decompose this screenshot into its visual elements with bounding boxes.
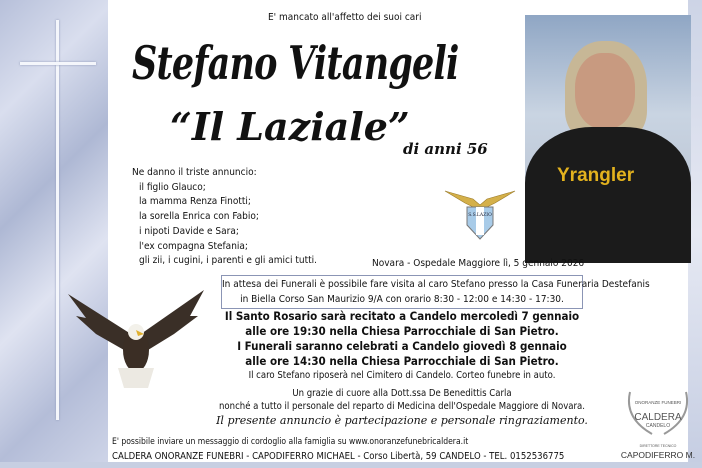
- visit-info-box: [221, 275, 650, 309]
- intro-text: E' mancato all'affetto dei suoi cari: [268, 12, 422, 23]
- announcer-line: la mamma Renza Finotti;: [139, 196, 251, 208]
- thanks-line: Un grazie di cuore alla Dott.ssa De Benedittis Carla: [292, 388, 512, 399]
- ceremony-line: Il Santo Rosario sarà recitato a Candelo mercoledì 7 gennaio: [224, 309, 580, 323]
- thanks-line: nonché a tutto il personale del reparto di Medicina dell'Ospedale Maggiore di Novara.: [219, 401, 585, 412]
- cross-arm: [20, 62, 96, 65]
- burial-text: Il caro Stefano riposerà nel Cimitero di Candelo. Corteo funebre in auto.: [248, 370, 556, 381]
- announcer-line: la sorella Enrica con Fabio;: [139, 211, 259, 223]
- ceremony-line: alle ore 19:30 nella Chiesa Parrocchiale di San Pietro.: [245, 324, 559, 338]
- announcer-line: il figlio Glauco;: [139, 181, 206, 193]
- visit-line: In attesa dei Funerali è possibile fare visita al caro Stefano presso la Casa Funeraria Destefanis: [222, 279, 650, 290]
- logo-director: CAPODIFERRO M.: [620, 450, 696, 460]
- eagle-icon: [66, 288, 206, 398]
- cross-icon: [56, 20, 59, 420]
- thanks: [200, 387, 604, 413]
- crest-text: S.S.LAZIO: [468, 213, 492, 218]
- condolence-text: E' possibile inviare un messaggio di cordoglio alla famiglia su www.onoranzefunebricaldera.it: [112, 437, 469, 447]
- ceremonies: [220, 309, 584, 369]
- agency-info: CALDERA ONORANZE FUNEBRI - CAPODIFERRO MICHAEL - Corso Libertà, 59 CANDELO - TEL. 0152536775: [112, 451, 565, 462]
- announcer-line: i nipoti Davide e Sara;: [139, 225, 239, 237]
- announcer-line: l'ex compagna Stefania;: [139, 240, 248, 252]
- place-date: Novara - Ospedale Maggiore lì, 5 gennaio 2026: [372, 258, 585, 269]
- ceremony-line: I Funerali saranno celebrati a Candelo giovedì 8 gennaio: [237, 339, 567, 353]
- logo-name: CALDERA: [634, 412, 682, 423]
- age: di anni 56: [403, 140, 488, 158]
- ceremony-line: alle ore 14:30 nella Chiesa Parrocchiale di San Pietro.: [245, 354, 559, 368]
- deceased-photo: [525, 15, 691, 263]
- announcers-heading: Ne danno il triste annuncio:: [132, 167, 257, 178]
- shirt-print: Yrangler: [557, 165, 635, 186]
- logo-role: DIRETTORE TECNICO: [639, 444, 677, 448]
- logo-town: CANDELO: [645, 423, 671, 429]
- announcers: [132, 166, 317, 269]
- logo-top: ONORANZE FUNEBRI: [634, 400, 682, 405]
- closing-text: Il presente annuncio è partecipazione e personale ringraziamento.: [216, 414, 588, 427]
- deceased-name: Stefano Vitangeli: [132, 36, 459, 90]
- funeral-home-logo: [622, 388, 694, 463]
- visit-line: in Biella Corso San Maurizio 9/A con orario 8:30 - 12:00 e 14:30 - 17:30.: [240, 294, 564, 305]
- nickname: “Il Laziale”: [170, 104, 410, 149]
- announcer-line: gli zii, i cugini, i parenti e gli amici tutti.: [139, 255, 317, 267]
- lazio-crest-icon: [443, 185, 517, 241]
- bottom-border: [0, 462, 702, 468]
